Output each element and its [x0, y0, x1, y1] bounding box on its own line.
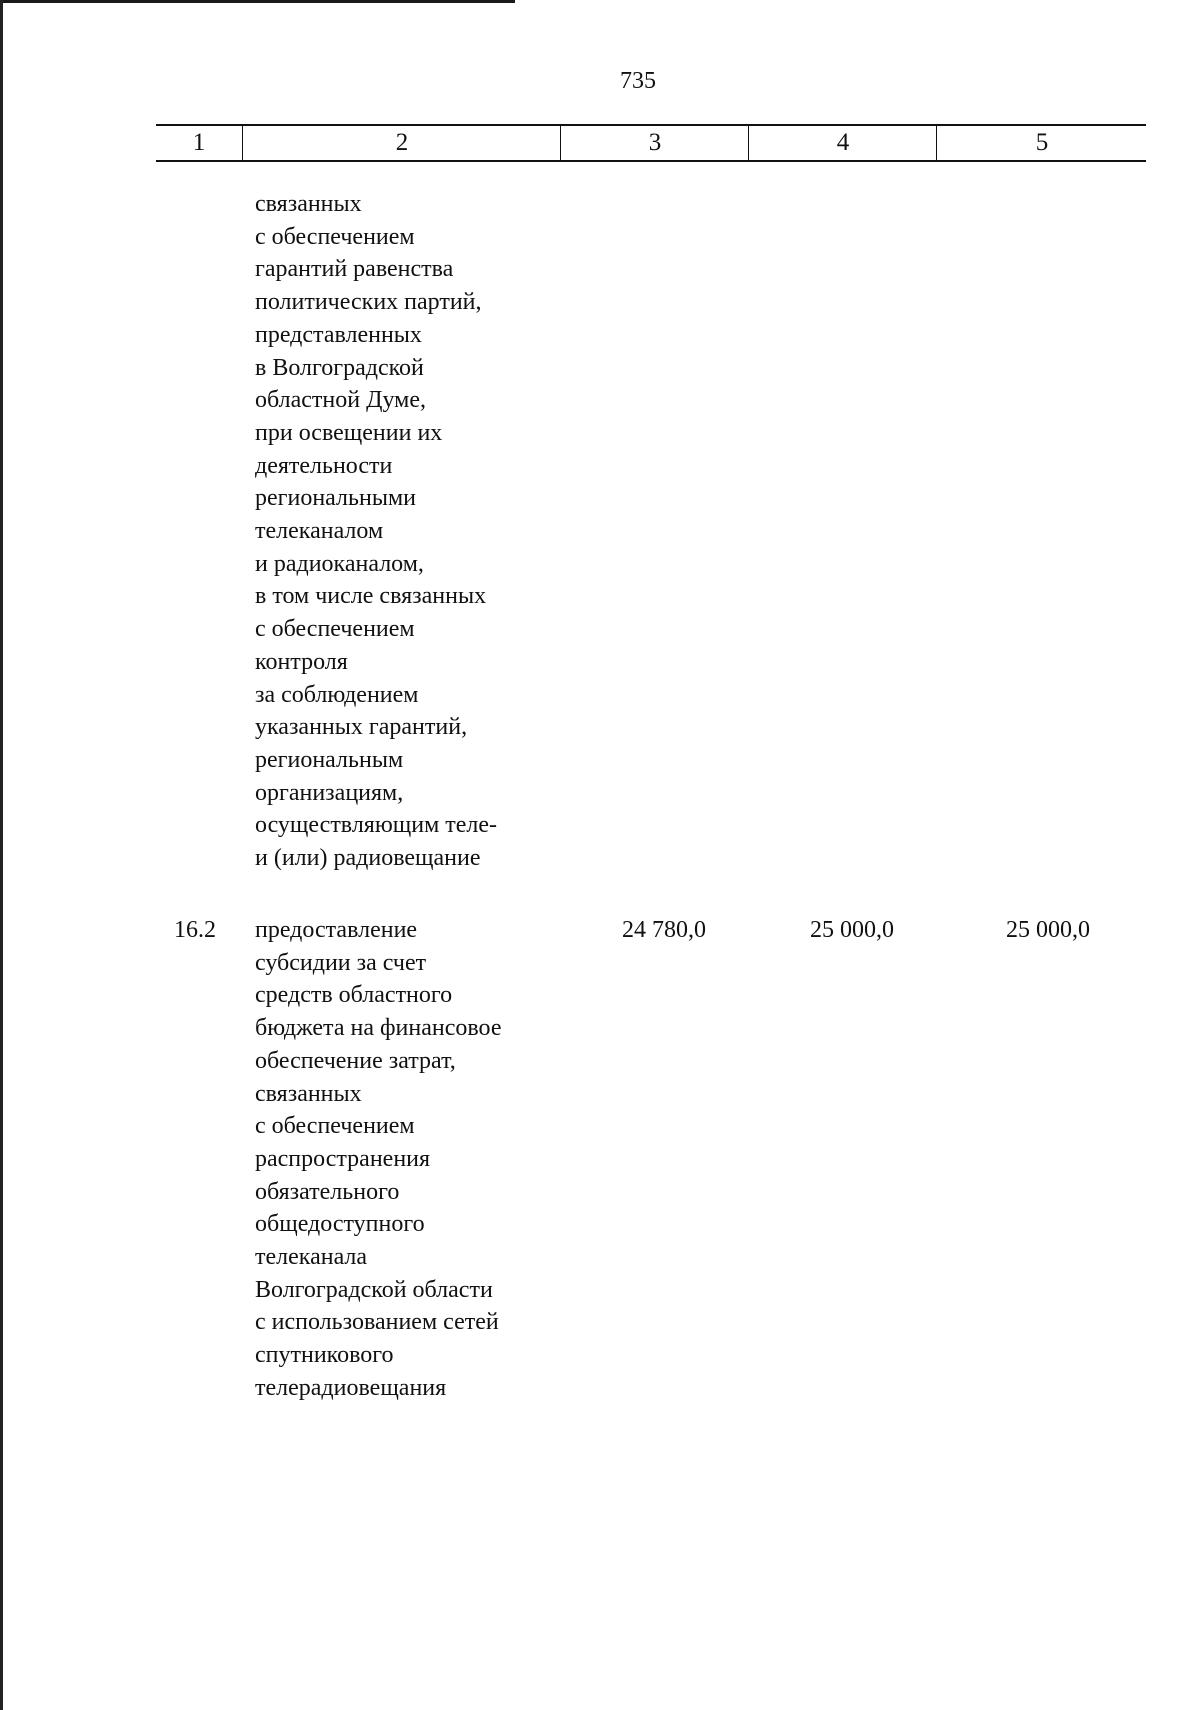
row-value-col5: 25 000,0 [1006, 917, 1090, 943]
column-divider [242, 126, 243, 160]
column-header-1: 1 [192, 129, 206, 156]
column-header-5: 5 [1035, 129, 1049, 156]
column-header-4: 4 [836, 129, 850, 156]
column-header-3: 3 [648, 129, 662, 156]
table-header [156, 124, 1146, 162]
page-number: 735 [620, 68, 656, 94]
continuation-description: связанных с обеспечением гарантий равенства политических партий, представленных в Волгоградской областной Думе, при освещении их деятельности региональными телеканалом и радиоканалом, в том числе связанных с обеспечением контроля за соблюдением указанных гарантий, региональным организациям, осуществляющим теле- и (или) радиовещание [255, 191, 498, 872]
row-description: предоставление субсидии за счет средств областного бюджета на финансовое обеспечение затрат, связанных с обеспечением распространения обязательного общедоступного телеканала Волгоградской области с использованием сетей спутникового телерадиовещания [255, 917, 502, 1401]
scan-edge-top [0, 0, 515, 3]
row-value-col3: 24 780,0 [622, 917, 706, 943]
column-divider [748, 126, 749, 160]
scan-edge-left [0, 0, 3, 1710]
row-value-col4: 25 000,0 [810, 917, 894, 943]
column-divider [936, 126, 937, 160]
row-number: 16.2 [174, 917, 216, 943]
column-header-2: 2 [395, 129, 409, 156]
column-divider [560, 126, 561, 160]
